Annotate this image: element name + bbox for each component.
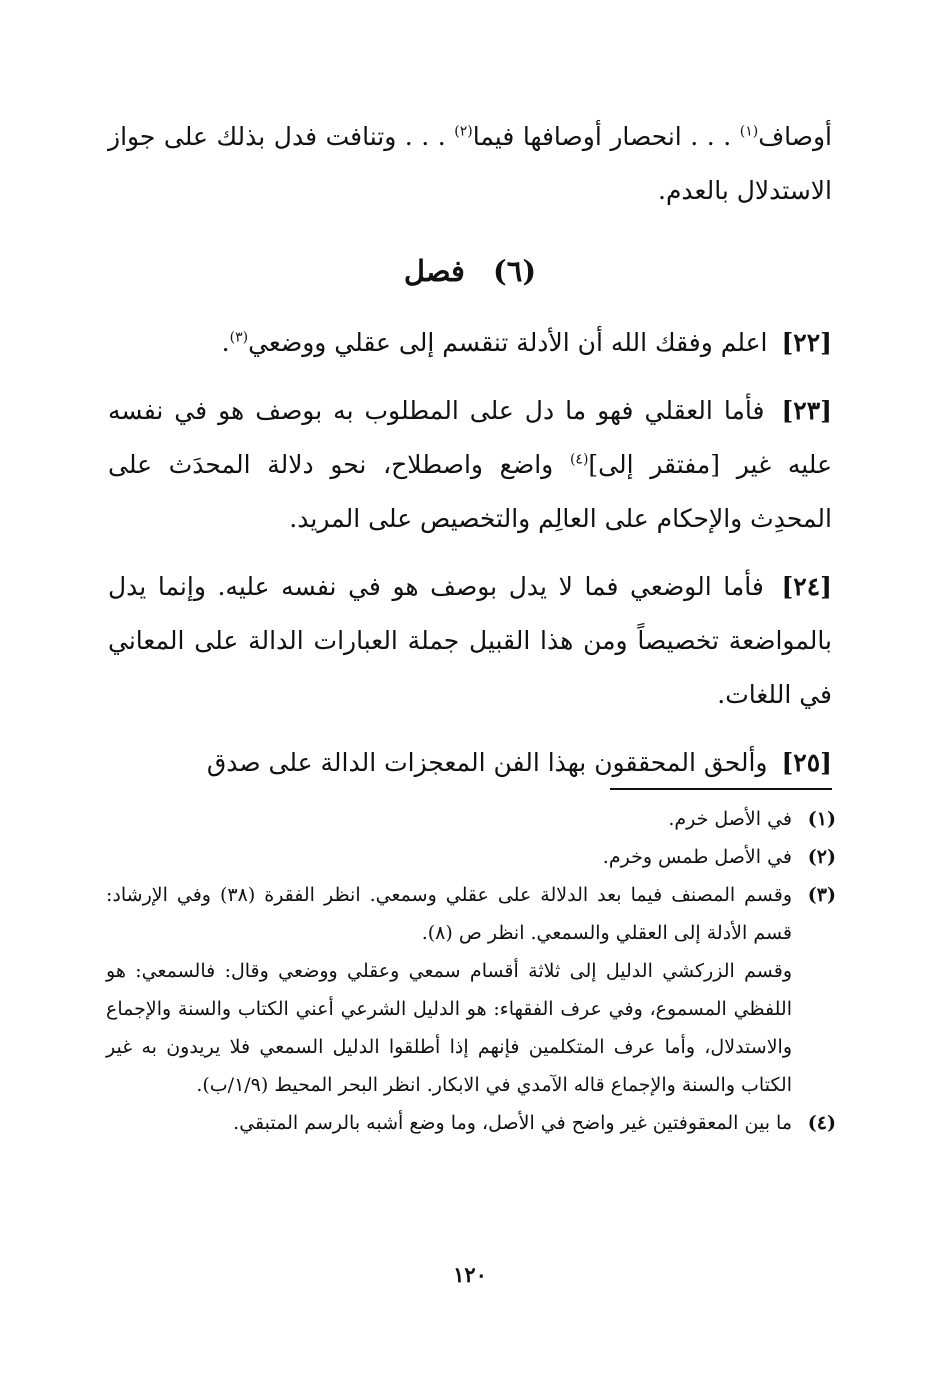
main-text — [108, 110, 832, 804]
footnote-number: (٣) — [807, 884, 836, 906]
footnote-4 — [106, 1104, 836, 1142]
footnote-text: في الأصل خرم. — [668, 808, 792, 830]
footnote-ref-2[interactable]: (٢) — [454, 123, 473, 140]
paragraph-23 — [108, 384, 832, 546]
footnote-text: في الأصل طمس وخرم. — [602, 846, 792, 868]
paragraph-text-cont: واضع واصطلاح، نحو دلالة المحدَث على المحدِث والإحكام على العالِم والتخصيص على المريد. — [108, 450, 832, 533]
section-title: فصل — [403, 254, 465, 288]
footnote-number: (٤) — [807, 1112, 836, 1134]
footnote-2 — [106, 838, 836, 876]
paragraph-end: . — [221, 328, 230, 357]
paragraph-marker: [٢٣] — [781, 396, 832, 425]
footnotes — [106, 800, 836, 1142]
intro-text-3: . . . وتنافت فدل بذلك على جواز الاستدلال بالعدم. — [108, 122, 832, 205]
footnote-text: ما بين المعقوفتين غير واضح في الأصل، وما وضع أشبه بالرسم المتبقي. — [233, 1112, 792, 1134]
paragraph-22 — [108, 316, 832, 370]
footnote-number: (٢) — [807, 846, 836, 868]
page-number: ١٢٠ — [453, 1262, 487, 1287]
intro-text-2: . . . انحصار أوصافها فيما — [472, 122, 732, 151]
section-number: (٦) — [493, 254, 537, 288]
footnote-ref-1[interactable]: (١) — [739, 123, 759, 140]
footnote-text-part1: وقسم المصنف فيما بعد الدلالة على عقلي وسمعي. انظر الفقرة (٣٨) وفي الإرشاد: قسم الأدلة إلى العقلي والسمعي. انظر ص (٨). — [106, 884, 792, 944]
paragraph-marker: [٢٤] — [781, 572, 832, 601]
paragraph-text: وألحق المحققون بهذا الفن المعجزات الدالة على صدق — [206, 748, 768, 777]
footnote-3 — [106, 876, 836, 1104]
footnote-text — [106, 876, 792, 1104]
footnote-text-part2: وقسم الزركشي الدليل إلى ثلاثة أقسام سمعي وعقلي ووضعي وقال: فالسمعي: هو اللفظي المسموع، وفي عرف الفقهاء: هو الدليل الشرعي أعني الكتاب والسنة والإجماع والاستدلال، وأما عرف المتكلمين فإنهم إذا أطلقوا الدليل السمعي فلا يريدون به غير الكتاب والسنة والإجماع قاله الآمدي في الابكار. انظر البحر المحيط (١/٩/ب). — [106, 960, 792, 1096]
footnote-1 — [106, 800, 836, 838]
footnote-ref-4[interactable]: (٤) — [569, 451, 589, 468]
paragraph-text: فأما العقلي فهو ما دل على المطلوب به بوصف هو في نفسه عليه غير [مفتقر إلى] — [108, 396, 832, 479]
intro-text-1: أوصاف — [758, 122, 832, 151]
footnote-number: (١) — [807, 808, 836, 830]
footnote-divider — [610, 788, 832, 790]
section-heading — [108, 246, 832, 296]
paragraph-marker: [٢٥] — [781, 748, 832, 777]
paragraph-24 — [108, 560, 832, 722]
footnote-ref-3[interactable]: (٣) — [229, 329, 249, 346]
paragraph-marker: [٢٢] — [781, 328, 832, 357]
paragraph-text: اعلم وفقك الله أن الأدلة تنقسم إلى عقلي ووضعي — [248, 328, 768, 357]
paragraph-25 — [108, 736, 832, 790]
paragraph-text: فأما الوضعي فما لا يدل بوصف هو في نفسه عليه. وإنما يدل بالمواضعة تخصيصاً ومن هذا القبيل جملة العبارات الدالة على المعاني في اللغات. — [108, 572, 832, 709]
intro-paragraph — [108, 110, 832, 218]
